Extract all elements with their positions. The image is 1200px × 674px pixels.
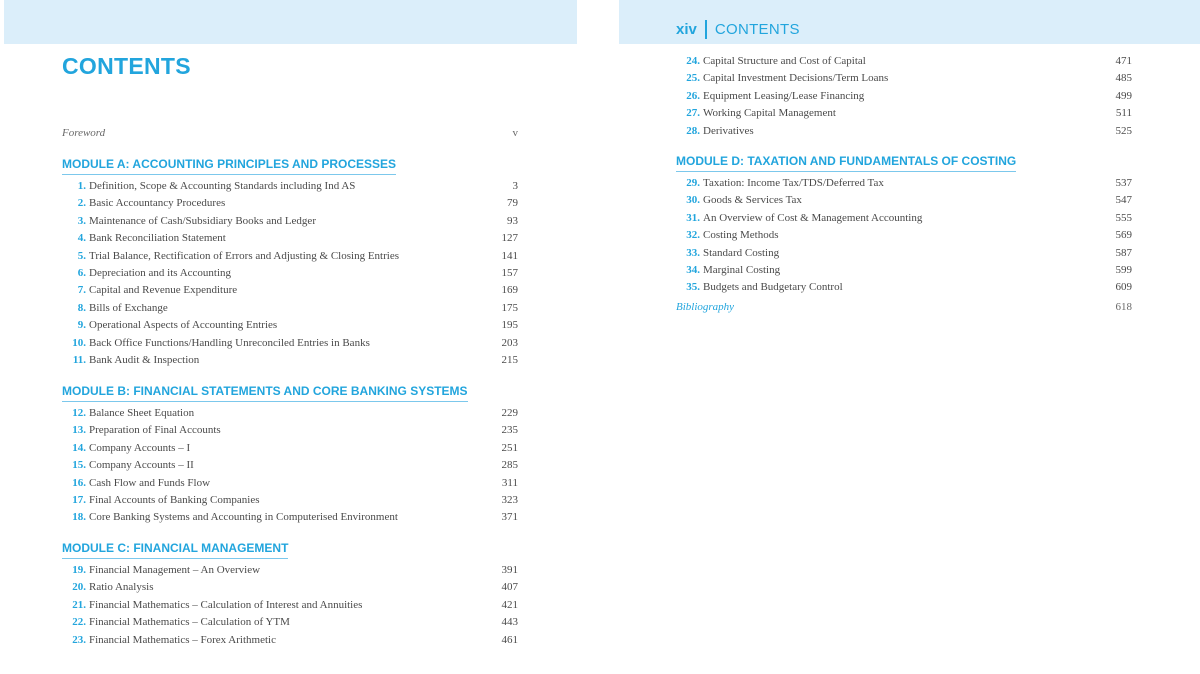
entry-page: 323 <box>501 493 518 506</box>
entry-title: Company Accounts – II <box>89 459 194 472</box>
entry-number: 26. <box>686 89 700 102</box>
entry-title: Capital and Revenue Expenditure <box>89 284 238 297</box>
header-title: CONTENTS <box>714 20 800 38</box>
toc-entry[interactable] <box>62 337 518 354</box>
entry-number: 35. <box>686 281 700 294</box>
toc-entry[interactable] <box>676 55 1132 72</box>
entry-title: Depreciation and its Accounting <box>89 266 232 279</box>
toc-entry[interactable] <box>62 197 518 214</box>
entry-page: 537 <box>1115 177 1132 189</box>
entry-number: 1. <box>77 180 86 192</box>
module-c-list <box>62 564 518 651</box>
entry-page: 485 <box>1115 72 1132 85</box>
toc-entry[interactable] <box>676 212 1132 229</box>
entry-page: 555 <box>1115 211 1132 224</box>
entry-number: 33. <box>686 246 700 259</box>
entry-page: 511 <box>1115 107 1132 120</box>
header-divider <box>705 20 707 39</box>
toc-entry[interactable] <box>62 424 518 441</box>
toc-entry[interactable] <box>62 354 518 371</box>
entry-page: 525 <box>1115 124 1132 137</box>
entry-page: 229 <box>501 407 518 419</box>
entry-page: 235 <box>501 424 518 437</box>
entry-number: 14. <box>72 441 86 454</box>
module-d-title: MODULE D: TAXATION AND FUNDAMENTALS OF COSTING <box>676 154 1016 172</box>
entry-page: 203 <box>501 336 518 349</box>
toc-entry[interactable] <box>62 302 518 319</box>
entry-number: 22. <box>72 616 86 629</box>
toc-entry[interactable] <box>62 407 518 424</box>
entry-number: 29. <box>686 177 700 189</box>
toc-entry[interactable] <box>62 267 518 284</box>
entry-title: Final Accounts of Banking Companies <box>89 493 260 506</box>
entry-number: 32. <box>686 229 700 242</box>
entry-page: 93 <box>507 214 518 227</box>
entry-page: 421 <box>501 598 518 611</box>
entry-page: 391 <box>501 564 518 576</box>
entry-number: 25. <box>686 72 700 85</box>
entry-number: 30. <box>686 194 700 207</box>
entry-number: 5. <box>77 249 86 262</box>
entry-page: 547 <box>1115 194 1132 207</box>
entry-title: Maintenance of Cash/Subsidiary Books and Ledger <box>89 214 316 227</box>
entry-number: 24. <box>686 55 700 67</box>
entry-title: Balance Sheet Equation <box>89 407 195 419</box>
entry-title: Marginal Costing <box>703 263 781 276</box>
entry-number: 17. <box>72 493 86 506</box>
entry-page: 443 <box>501 616 518 629</box>
entry-page: 169 <box>501 284 518 297</box>
entry-number: 9. <box>77 319 86 332</box>
entry-title: Derivatives <box>703 124 754 137</box>
entry-number: 8. <box>77 301 86 314</box>
entry-page: 599 <box>1115 263 1132 276</box>
entry-title: Financial Mathematics – Calculation of Interest and Annuities <box>89 598 363 611</box>
toc-entry[interactable] <box>62 319 518 336</box>
entry-title: Financial Mathematics – Forex Arithmetic <box>89 633 276 646</box>
entry-page: 157 <box>501 266 518 279</box>
page-title: CONTENTS <box>62 53 191 79</box>
entry-number: 31. <box>686 211 700 224</box>
entry-page: 407 <box>501 581 518 594</box>
toc-entry[interactable] <box>62 250 518 267</box>
bibliography-page: 618 <box>1115 301 1132 313</box>
module-b-title: MODULE B: FINANCIAL STATEMENTS AND CORE BANKING SYSTEMS <box>62 384 468 402</box>
toc-entry[interactable] <box>62 232 518 249</box>
toc-entry[interactable] <box>62 511 518 528</box>
bibliography-entry[interactable] <box>676 301 1132 313</box>
entry-number: 12. <box>72 407 86 419</box>
entry-title: Company Accounts – I <box>89 441 191 454</box>
foreword-page: v <box>512 127 518 139</box>
entry-number: 23. <box>72 633 86 646</box>
module-b-list <box>62 407 518 529</box>
entry-title: Working Capital Management <box>703 107 836 120</box>
entry-page: 3 <box>512 180 518 192</box>
entry-title: Back Office Functions/Handling Unreconciled Entries in Banks <box>89 336 370 349</box>
toc-entry[interactable] <box>62 564 518 581</box>
entry-title: Operational Aspects of Accounting Entries <box>89 319 278 332</box>
toc-entry[interactable] <box>62 581 518 598</box>
entry-number: 15. <box>72 459 86 472</box>
entry-page: 311 <box>501 476 518 489</box>
entry-page: 79 <box>507 197 518 210</box>
entry-page: 587 <box>1115 246 1132 259</box>
entry-page: 499 <box>1115 89 1132 102</box>
toc-entry[interactable] <box>62 477 518 494</box>
running-header <box>676 19 800 39</box>
entry-number: 34. <box>686 263 700 276</box>
entry-number: 2. <box>77 197 86 210</box>
entry-number: 11. <box>72 353 86 366</box>
entry-title: Basic Accountancy Procedures <box>89 197 226 210</box>
entry-title: Bank Reconciliation Statement <box>89 232 226 245</box>
toc-entry[interactable] <box>62 634 518 651</box>
entry-title: Taxation: Income Tax/TDS/Deferred Tax <box>703 177 884 189</box>
entry-page: 251 <box>501 441 518 454</box>
entry-number: 4. <box>77 232 86 245</box>
entry-title: Cash Flow and Funds Flow <box>89 476 211 489</box>
entry-number: 13. <box>72 424 86 437</box>
toc-entry[interactable] <box>62 215 518 232</box>
entry-title: Costing Methods <box>703 229 779 242</box>
toc-entry[interactable] <box>676 229 1132 246</box>
entry-number: 10. <box>72 336 86 349</box>
entry-number: 7. <box>77 284 86 297</box>
toc-entry[interactable] <box>62 599 518 616</box>
entry-page: 195 <box>501 319 518 332</box>
module-d-list <box>676 177 1132 299</box>
left-header-band <box>4 0 577 44</box>
entry-page: 215 <box>501 353 518 366</box>
entry-number: 6. <box>77 266 86 279</box>
toc-entry[interactable] <box>62 442 518 459</box>
entry-title: Ratio Analysis <box>89 581 154 594</box>
entry-number: 20. <box>72 581 86 594</box>
entry-title: Core Banking Systems and Accounting in Computerised Environment <box>89 511 398 524</box>
entry-number: 27. <box>686 107 700 120</box>
entry-title: Goods & Services Tax <box>703 194 802 207</box>
entry-title: Financial Management – An Overview <box>89 564 261 576</box>
module-a-title: MODULE A: ACCOUNTING PRINCIPLES AND PROCESSES <box>62 157 396 175</box>
toc-entry[interactable] <box>62 284 518 301</box>
entry-title: Capital Investment Decisions/Term Loans <box>703 72 889 85</box>
module-c-continued-list <box>676 55 1132 142</box>
toc-entry[interactable] <box>676 247 1132 264</box>
toc-entry[interactable] <box>676 90 1132 107</box>
entry-title: Financial Mathematics – Calculation of YTM <box>89 616 290 629</box>
entry-page: 141 <box>501 249 518 262</box>
entry-page: 127 <box>501 232 518 245</box>
entry-title: Bills of Exchange <box>89 301 168 314</box>
toc-entry[interactable] <box>676 72 1132 89</box>
foreword-entry[interactable] <box>62 127 518 139</box>
entry-page: 285 <box>501 459 518 472</box>
entry-title: An Overview of Cost & Management Accounting <box>703 211 923 224</box>
toc-entry[interactable] <box>676 107 1132 124</box>
entry-title: Preparation of Final Accounts <box>89 424 221 437</box>
entry-title: Equipment Leasing/Lease Financing <box>703 89 865 102</box>
header-page-number: xiv <box>676 20 697 38</box>
module-c-title: MODULE C: FINANCIAL MANAGEMENT <box>62 541 288 559</box>
toc-entry[interactable] <box>676 281 1132 298</box>
entry-title: Definition, Scope & Accounting Standards including Ind AS <box>89 180 356 192</box>
entry-number: 28. <box>686 124 700 137</box>
entry-page: 175 <box>501 301 518 314</box>
toc-entry[interactable] <box>62 616 518 633</box>
entry-title: Standard Costing <box>703 246 780 259</box>
entry-number: 21. <box>72 598 86 611</box>
entry-page: 569 <box>1115 229 1132 242</box>
toc-entry[interactable] <box>676 177 1132 194</box>
entry-page: 609 <box>1115 281 1132 294</box>
entry-title: Capital Structure and Cost of Capital <box>703 55 866 67</box>
entry-number: 16. <box>72 476 86 489</box>
entry-title: Trial Balance, Rectification of Errors and Adjusting & Closing Entries <box>89 249 399 262</box>
toc-entry[interactable] <box>62 494 518 511</box>
entry-page: 471 <box>1115 55 1132 67</box>
toc-entry[interactable] <box>676 194 1132 211</box>
toc-entry[interactable] <box>676 125 1132 142</box>
bibliography-label: Bibliography <box>676 301 735 313</box>
toc-entry[interactable] <box>62 459 518 476</box>
entry-page: 371 <box>501 511 518 524</box>
entry-number: 18. <box>72 511 86 524</box>
entry-title: Budgets and Budgetary Control <box>703 281 843 294</box>
entry-number: 3. <box>77 214 86 227</box>
module-a-list <box>62 180 518 371</box>
entry-number: 19. <box>72 564 86 576</box>
entry-page: 461 <box>501 633 518 646</box>
entry-title: Bank Audit & Inspection <box>89 353 200 366</box>
foreword-label: Foreword <box>62 127 106 139</box>
toc-entry[interactable] <box>62 180 518 197</box>
toc-entry[interactable] <box>676 264 1132 281</box>
